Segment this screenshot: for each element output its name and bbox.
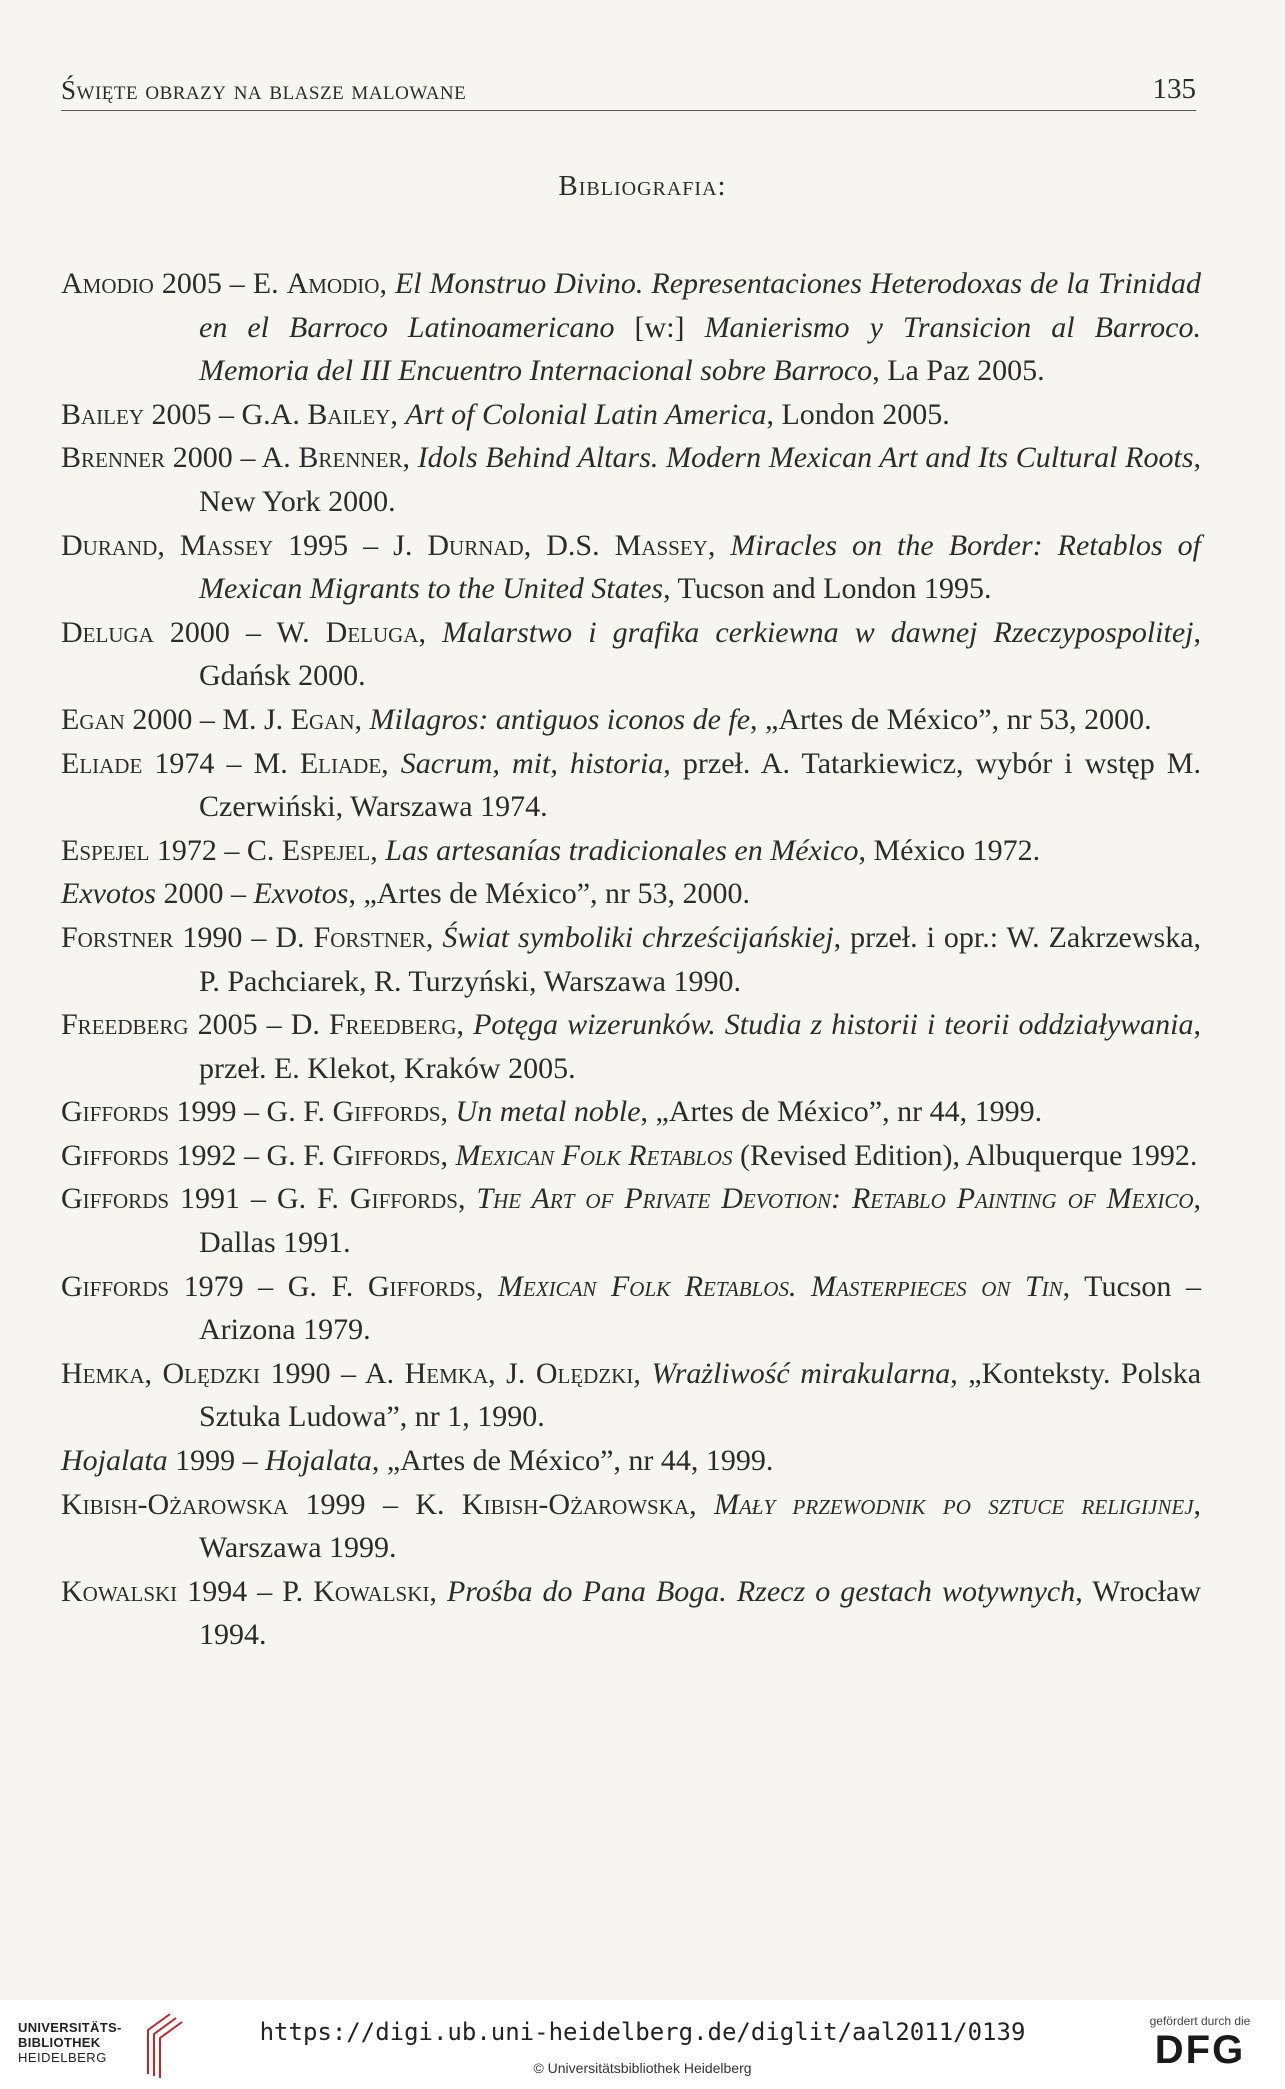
entry-title: Wrażliwość mirakularna bbox=[651, 1356, 951, 1390]
entry-text: 1974 – M. bbox=[142, 746, 300, 780]
entry-author: Giffords bbox=[332, 1095, 441, 1129]
entry-author: Brenner bbox=[298, 441, 403, 475]
library-logo-line1: UNIVERSITÄTS- bbox=[18, 2020, 122, 2035]
entry-title: Milagros: antiguos iconos de fe bbox=[369, 702, 751, 736]
entry-text: , „Artes de México”, nr 44, 1999. bbox=[371, 1444, 774, 1478]
entry-title: Hojalata bbox=[61, 1444, 168, 1478]
entry-text: , bbox=[370, 833, 386, 867]
entry-text: 1979 – G. F. bbox=[169, 1269, 368, 1303]
entry-title: Prośba do Pana Boga. Rzecz o gestach wotywnych bbox=[446, 1574, 1076, 1608]
entry-text: , D.S. bbox=[523, 528, 615, 562]
entry-author: Eliade bbox=[299, 746, 382, 780]
entry-title: Mexican Folk Retablos bbox=[455, 1138, 733, 1172]
entry-text: 1999 – G. F. bbox=[169, 1095, 333, 1129]
bibliography-list bbox=[61, 262, 1201, 1657]
entry-author: Giffords bbox=[61, 1095, 170, 1129]
digitization-footer bbox=[0, 2000, 1285, 2089]
entry-text: , bbox=[475, 1269, 498, 1303]
entry-title: Potęga wizerunków. Studia z historii i teorii oddziaływania bbox=[473, 1008, 1194, 1042]
entry-author: Bailey bbox=[307, 397, 391, 431]
entry-text: , przeł. A. Tatarkiewicz, wybór i wstęp M. Czerwiński, Warszawa 1974. bbox=[199, 746, 1201, 824]
entry-title: Mexican Folk Retablos. Masterpieces on Tin bbox=[497, 1269, 1063, 1303]
bibliography-entry bbox=[61, 872, 1201, 916]
entry-text: 2000 – A. bbox=[165, 441, 299, 475]
dfg-logo: DFG bbox=[1154, 2028, 1246, 2072]
entry-text: , przeł. i opr.: W. Zakrzewska, P. Pachciarek, R. Turzyński, Warszawa 1990. bbox=[199, 920, 1202, 998]
entry-text: , bbox=[440, 1138, 456, 1172]
entry-author: Forstner bbox=[61, 920, 174, 954]
entry-text: , „Konteksty. Polska Sztuka Ludowa”, nr 1, 1990. bbox=[199, 1356, 1202, 1434]
entry-title: Manierismo y Transicion al Barroco. Memoria del III Encuentro Internacional sobre Barroco bbox=[199, 310, 1201, 388]
entry-author: Deluga bbox=[61, 615, 154, 649]
bibliography-entry bbox=[61, 1483, 1201, 1570]
bibliography-entry bbox=[61, 262, 1201, 393]
entry-author: Durnad bbox=[427, 528, 524, 562]
entry-title: Mały przewodnik po sztuce religijnej bbox=[713, 1487, 1194, 1521]
page-header bbox=[61, 68, 1196, 111]
entry-author: Giffords bbox=[61, 1182, 170, 1216]
entry-text: , bbox=[689, 1487, 714, 1521]
entry-text: (Revised Edition), Albuquerque 1992. bbox=[732, 1138, 1198, 1172]
entry-text: , „Artes de México”, nr 53, 2000. bbox=[348, 877, 750, 911]
entry-author: Brenner bbox=[61, 441, 166, 475]
entry-text: 2005 – G.A. bbox=[144, 397, 308, 431]
entry-author: Eliade bbox=[61, 746, 143, 780]
bibliography-entry bbox=[61, 1352, 1201, 1439]
library-logo-line2: BIBLIOTHEK bbox=[18, 2035, 101, 2050]
bibliography-entry bbox=[61, 698, 1201, 742]
entry-author: Egan bbox=[290, 702, 355, 736]
entry-author: Freedberg bbox=[328, 1008, 457, 1042]
entry-text: 1992 – G. F. bbox=[169, 1138, 333, 1172]
entry-text: , bbox=[440, 1095, 456, 1129]
entry-author: Egan bbox=[61, 702, 125, 736]
entry-author: Hemka, Olędzki bbox=[61, 1356, 260, 1390]
entry-title: Malarstwo i grafika cerkiewna w dawnej Rzeczypospolitej bbox=[442, 615, 1194, 649]
entry-text: 2005 – E. bbox=[153, 267, 287, 300]
entry-author: Deluga bbox=[325, 615, 419, 649]
entry-title: El Monstruo Divino. Representaciones Heterodoxas de la Trinidad en el Barroco Latinoamericano bbox=[199, 267, 1202, 344]
bibliography-entry bbox=[61, 1003, 1201, 1090]
entry-text: 1999 – bbox=[167, 1444, 266, 1478]
entry-text: , London 2005. bbox=[766, 397, 950, 431]
entry-author: Giffords bbox=[367, 1269, 476, 1303]
entry-text: , „Artes de México”, nr 44, 1999. bbox=[640, 1095, 1043, 1129]
entry-author: Amodio bbox=[286, 267, 380, 300]
page-url-link[interactable]: https://digi.ub.uni-heidelberg.de/diglit/aal2011/0139 bbox=[259, 2018, 1026, 2046]
entry-text: , bbox=[354, 702, 370, 736]
entry-text: 1999 – K. bbox=[288, 1487, 462, 1521]
entry-text: , Gdańsk 2000. bbox=[199, 615, 1201, 693]
entry-author: Hemka bbox=[404, 1356, 489, 1390]
bibliography-entry bbox=[61, 1265, 1201, 1352]
entry-text: 2000 – W. bbox=[153, 615, 326, 649]
entry-text: , bbox=[633, 1356, 652, 1390]
bibliography-entry bbox=[61, 1177, 1201, 1264]
bibliography-entry bbox=[61, 742, 1201, 829]
entry-text: 2005 – D. bbox=[188, 1008, 329, 1042]
bibliography-entry bbox=[61, 611, 1201, 698]
entry-author: Giffords bbox=[349, 1182, 458, 1216]
entry-text: , przeł. E. Klekot, Kraków 2005. bbox=[199, 1008, 1202, 1085]
library-logo-line3: HEIDELBERG bbox=[18, 2050, 107, 2065]
entry-title: Świat symboliki chrześcijańskiej bbox=[442, 920, 834, 954]
entry-text: , La Paz 2005. bbox=[872, 354, 1045, 388]
entry-text: 1991 – G. F. bbox=[169, 1182, 350, 1216]
entry-author: Kibish-Ożarowska bbox=[61, 1487, 289, 1521]
entry-title: Exvotos bbox=[253, 877, 349, 911]
entry-text: , bbox=[707, 528, 731, 562]
entry-text: , bbox=[425, 920, 443, 954]
entry-author: Kowalski bbox=[313, 1574, 430, 1608]
entry-author: Durand, Massey bbox=[61, 528, 274, 562]
dfg-sponsor-block[interactable] bbox=[1135, 2014, 1265, 2072]
entry-text: , Tucson and London 1995. bbox=[663, 572, 992, 606]
page-number: 135 bbox=[1152, 73, 1196, 105]
entry-title: Idols Behind Altars. Modern Mexican Art and Its Cultural Roots bbox=[417, 441, 1194, 475]
bibliography-entry bbox=[61, 436, 1201, 523]
entry-text: 2000 – bbox=[155, 877, 254, 911]
bibliography-entry bbox=[61, 393, 1201, 437]
bibliography-entry bbox=[61, 1134, 1201, 1178]
entry-author: Forstner bbox=[313, 920, 426, 954]
copyright-notice: © Universitätsbibliothek Heidelberg bbox=[533, 2060, 752, 2076]
bibliography-entry bbox=[61, 829, 1201, 873]
bibliography-entry bbox=[61, 916, 1201, 1003]
bibliography-entry bbox=[61, 524, 1201, 611]
entry-author: Giffords bbox=[61, 1138, 170, 1172]
entry-title: Sacrum, mit, historia bbox=[400, 746, 664, 780]
entry-text: , bbox=[457, 1182, 477, 1216]
entry-text: , México 1972. bbox=[858, 833, 1041, 867]
entry-text: 2000 – M. J. bbox=[124, 702, 291, 736]
bibliography-entry bbox=[61, 1439, 1201, 1483]
entry-text: , bbox=[429, 1574, 447, 1608]
entry-text: 1994 – P. bbox=[177, 1574, 314, 1608]
entry-title: Miracles on the Border: Retablos of Mexican Migrants to the United States bbox=[199, 528, 1201, 606]
entry-text: 1995 – J. bbox=[273, 528, 428, 562]
entry-title: Hojalata bbox=[265, 1444, 372, 1478]
entry-title: Exvotos bbox=[61, 877, 156, 911]
entry-author: Kibish-Ożarowska bbox=[461, 1487, 690, 1521]
sponsor-text: gefördert durch die bbox=[1149, 2014, 1251, 2028]
bibliography-entry bbox=[61, 1570, 1201, 1657]
entry-text: 1990 – A. bbox=[260, 1356, 405, 1390]
entry-title: Un metal noble bbox=[455, 1095, 641, 1129]
entry-author: Espejel bbox=[281, 833, 371, 867]
entry-text: 1990 – D. bbox=[173, 920, 314, 954]
bibliography-entry bbox=[61, 1090, 1201, 1134]
entry-text: , bbox=[390, 397, 406, 431]
entry-text: , Warszawa 1999. bbox=[199, 1487, 1202, 1565]
running-title: Święte obrazy na blasze malowane bbox=[61, 75, 467, 105]
entry-author: Bailey bbox=[61, 397, 144, 431]
entry-author: Kowalski bbox=[61, 1574, 178, 1608]
entry-author: Amodio bbox=[61, 267, 154, 300]
entry-author: Freedberg bbox=[61, 1008, 189, 1042]
entry-text: , New York 2000. bbox=[199, 441, 1202, 518]
entry-title: Art of Colonial Latin America bbox=[405, 397, 767, 431]
entry-text: [w:] bbox=[614, 310, 705, 344]
entry-text: , Wrocław 1994. bbox=[199, 1574, 1201, 1652]
bibliography-heading: Bibliografia: bbox=[558, 170, 727, 202]
entry-text: , bbox=[381, 746, 401, 780]
entry-text: , Tucson – Arizona 1979. bbox=[199, 1269, 1201, 1347]
entry-text: , Dallas 1991. bbox=[199, 1182, 1201, 1260]
entry-author: Olędzki bbox=[535, 1356, 634, 1390]
entry-text: , „Artes de México”, nr 53, 2000. bbox=[750, 702, 1152, 736]
entry-title: Las artesanías tradicionales en México bbox=[385, 833, 859, 867]
entry-text: , bbox=[418, 615, 443, 649]
entry-text: , bbox=[402, 441, 418, 475]
entry-author: Massey bbox=[614, 528, 708, 562]
entry-author: Espejel bbox=[61, 833, 150, 867]
entry-text: , J. bbox=[488, 1356, 536, 1390]
entry-author: Giffords bbox=[332, 1138, 441, 1172]
entry-text: , bbox=[379, 267, 395, 300]
entry-text: 1972 – C. bbox=[149, 833, 282, 867]
entry-title: The Art of Private Devotion: Retablo Painting of Mexico bbox=[476, 1182, 1194, 1216]
entry-text: , bbox=[456, 1008, 474, 1042]
entry-author: Giffords bbox=[61, 1269, 170, 1303]
